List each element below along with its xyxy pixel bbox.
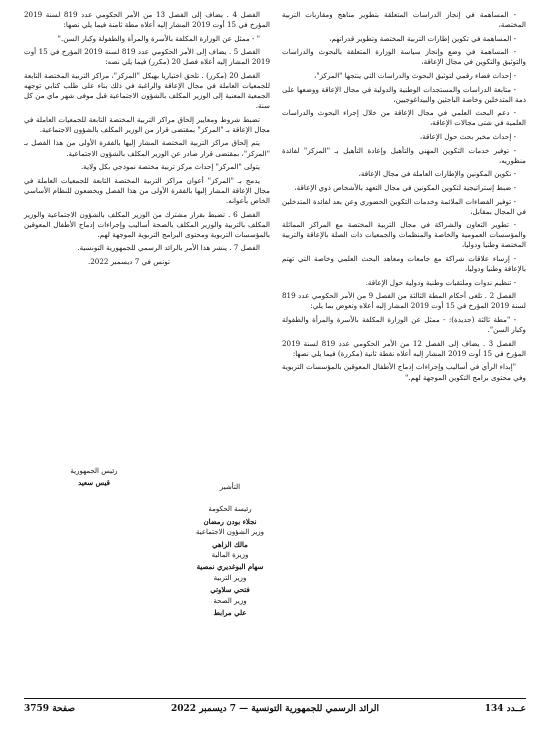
paragraph: - المساهمة في إنجاز الدراسات المتعلقة بتطوير مناهج ومقاربات التربية المختصة، — [282, 10, 526, 30]
pm-title: رئيسة الحكومة — [208, 505, 252, 514]
paragraph: - المساهمة في وضع وإنجاز سياسة الوزارة المتعلقة بالبحوث والدراسات والتوثيق والتكوين في مجال الإعاقة، — [282, 47, 526, 67]
paragraph: يتم إلحاق مراكز التربية المختصة المشار إليها بالفقرة الأولى من هذا الفصل بـ "المركز"، بمقتضى قرار صادر عن الوزير المكلف بالشؤون الاجتماعية. — [24, 138, 270, 158]
gazette-title-date: الرائد الرسمي للجمهورية التونسية — 7 ديسمبر 2022 — [171, 704, 379, 714]
health-name: علي مرابط — [213, 608, 247, 618]
paragraph: - ضبط إستراتيجية لتكوين المكونين في مجال التعهد بالأشخاص ذوي الإعاقة، — [294, 183, 516, 192]
article-20-bis: الفصل 20 (مكرر) . تلحق اختياريا بهيكل "المركز"، مراكز التربية المختصة التابعة للجمعيات العاملة في مجال الإعاقة والراغبة في ذلك بناء على طلب كتابي توجهه الجمعية المعنية إلى الوزير المكلف بالشؤون الاجتماعية قبل موفى شهر ماي من كل سنة. — [24, 71, 270, 111]
education-title: وزير التربية — [213, 573, 247, 582]
paragraph: - متابعة الدراسات والمستجدات الوطنية والدولية في مجال الإعاقة ووضعها على ذمة المتدخلين وخاصة الباحثين والبيداغوجيين، — [282, 84, 526, 104]
paragraph: - إرساء علاقات شراكة مع جامعات ومعاهد البحث العلمي وخاصة التي تهتم بالإعاقة وطنيا ودوليا، — [282, 254, 526, 274]
paragraph: - دعم البحث العلمي في مجال الإعاقة من خلال إجراء البحوث والدراسات العلمية في شتى مجالات الإعاقة، — [282, 108, 526, 128]
paragraph: - تطوير التعاون والشراكة في مجال التربية المختصة مع المراكز المماثلة والمؤسسات العمومية والخاصة والمنظمات والجمعيات ذات الصلة بالإعاقة والتربية المختصة وطنيا ودوليا، — [282, 220, 526, 250]
paragraph: - توفير الفضاءات الملائمة وخدمات التكوين الحضوري وعن بعد لفائدة المتدخلين في المجال بمقابل، — [282, 196, 526, 216]
right-column — [282, 10, 526, 386]
date-line: تونس في 7 ديسمبر 2022. — [87, 256, 170, 266]
countersign-label: التأشير — [219, 483, 241, 491]
article-6: الفصل 6 . تضبط بقرار مشترك من الوزير المكلف بالشؤون الاجتماعية والوزير المكلف بالتربية والوزير المكلف بالصحة أساليب وإجراءات إدماج الأطفال المعوقين بالمؤسسات التربوية ومحتوى البرامج التربوية الموجهة لهم. — [24, 209, 270, 239]
article-2: الفصل 2 . تلغى أحكام المطة الثالثة من الفصل 9 من الأمر الحكومي عدد 819 لسنة 2019 المؤرخ في 15 أوت 2019 المشار إليه أعلاه وتعوض بما يلي: — [282, 291, 526, 311]
health-title: وزير الصحة — [213, 596, 247, 605]
paragraph: - "مطة ثالثة (جديدة): - ممثل عن الوزارة المكلفة بالأسرة والمرأة والطفولة وكبار السن". — [282, 315, 526, 335]
left-column — [24, 10, 270, 271]
article-7: الفصل 7 . ينشر هذا الأمر بالرائد الرسمي للجمهورية التونسية. — [77, 243, 260, 253]
article-3: الفصل 3 . يضاف إلى الفصل 12 من الأمر الحكومي عدد 819 لسنة 2019 المؤرخ في 15 أوت 2019 المشار إليه أعلاه نقطة ثانية (مكررة) فيما يلي نصها: — [282, 338, 526, 358]
social-affairs-name: مالك الزاهي — [212, 539, 248, 549]
finance-title: وزيرة المالية — [211, 551, 249, 560]
paragraph: "إبداء الرأي في أساليب وإجراءات إدماج الأطفال المعوقين بالمؤسسات التربوية وفي محتوى برامج التكوين الموجهة لهم." — [282, 362, 526, 382]
article-5: الفصل 5 . يضاف إلى الأمر الحكومي عدد 819 لسنة 2019 المؤرخ في 15 أوت 2019 المشار إليه أعلاه فصل 20 (مكرر) فيما يلي نصه: — [24, 47, 270, 67]
social-affairs-title: وزير الشؤون الاجتماعية — [195, 528, 265, 537]
pm-name: نجلاء بودن رمضان — [203, 516, 257, 526]
page-number: صفحة 3759 — [24, 704, 76, 714]
paragraph: - إحداث مخبر بحث حول الإعاقة، — [419, 132, 516, 142]
paragraph: - توفير خدمات التكوين المهني والتأهيل وإعادة التأهيل بـ "المركز" لفائدة منظوريه، — [282, 145, 526, 165]
paragraph: يدمج بـ "المركز" أعوان مراكز التربية المختصة التابعة للجمعيات العاملة في مجال الإعاقة المشار إليها بالفقرة الأولى من هذا الفصل ويخضعون للنظام الأساسي الخاص بأعوانه. — [24, 175, 270, 205]
page-footer — [24, 698, 526, 714]
president-signature — [24, 466, 164, 489]
countersignatures — [170, 482, 290, 618]
issue-number: عــدد 134 — [484, 704, 526, 714]
paragraph: - المساهمة في تكوين إطارات التربية المختصة وتطوير قدراتهم، — [329, 33, 516, 43]
article-4: الفصل 4 . يضاف إلى الفصل 13 من الأمر الحكومي عدد 819 لسنة 2019 المؤرخ في 15 أوت 2019 المشار إليه أعلاه مطة ثامنة فيما يلي نصها: — [24, 10, 270, 30]
paragraph: " - ممثل عن الوزارة المكلفة بالأسرة والمرأة والطفولة وكبار السن." — [57, 33, 260, 43]
education-name: فتحي سلاوتي — [210, 585, 250, 595]
paragraph: - إحداث فضاء رقمي لتوثيق البحوث والدراسات التي ينتجها "المركز"، — [314, 71, 516, 81]
finance-name: سهام البوغديري نمصية — [196, 562, 264, 572]
president-name: قيس سعيد — [78, 478, 110, 488]
paragraph: يتولى "المركز" إحداث مركز تربية مختصة نموذجي بكل ولاية. — [80, 162, 260, 172]
president-title: رئيس الجمهورية — [70, 467, 118, 475]
paragraph: - تكوين المكونين والإطارات العاملة في مجال الإعاقة، — [358, 169, 516, 179]
paragraph: تضبط شروط ومعايير إلحاق مراكز التربية المختصة التابعة للجمعيات العاملة في مجال الإعاقة بـ "المركز" بمقتضى قرار من الوزير المكلف بالشؤون الاجتماعية. — [24, 114, 270, 134]
paragraph: - تنظيم ندوات وملتقيات وطنية ودولية حول الإعاقة. — [365, 277, 516, 287]
